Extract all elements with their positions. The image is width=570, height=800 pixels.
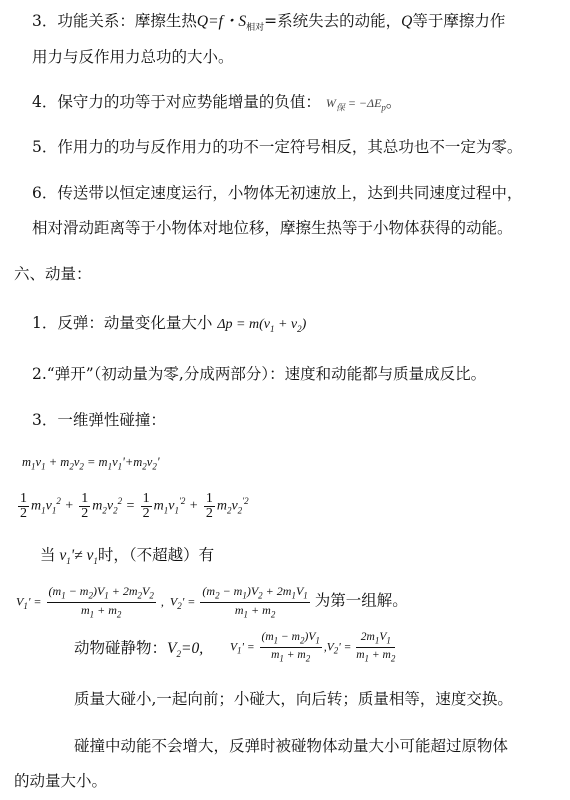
- equation-first-solution: $V_1'$ = $\frac{(m_1 - m_2)V_1 + 2m_2V_2}{m_1 + m_2}$ , $V_2'$ = $\frac{(m_2 - m_1)V_2 + 2m_1V_1}{m_1 + m_2}$ 为第一组解。: [16, 584, 408, 620]
- text-segment: 等于摩擦力作: [412, 12, 506, 30]
- text-line-4: 5．作用力的功与反作用力的功不一定符号相反，其总功也不一定为零。: [32, 138, 523, 156]
- equation-second-solution: $V_1'$ = $\frac{(m_1 - m_2)V_1}{m_1 + m_2}$ $,V_2'$ = $\frac{2m_1V_1}{m_1 + m_2}$: [230, 631, 396, 664]
- formula-condition: $v_1'\ne v_1$: [55, 547, 98, 567]
- text-segment: =系统失去的动能，: [264, 12, 402, 30]
- text-segment: 1．反弹：动量变化量大小: [32, 314, 213, 332]
- text-line-separation: 2.“弹开”（初动量为零,分成两部分）：速度和动能都与质量成反比。: [32, 365, 487, 383]
- text-line-6: 相对滑动距离等于小物体对地位移，摩擦生热等于小物体获得的动能。: [32, 219, 513, 237]
- subscript-relative: 相对: [246, 23, 265, 34]
- text-segment: 时，（不超越）有: [97, 546, 215, 564]
- symbol-q: Q: [401, 13, 413, 30]
- formula-momentum-change: $\Delta p = m(v_1 + v_2)$: [217, 317, 307, 334]
- text-line-kinetic-energy: 碰撞中动能不会增大，反弹时被碰物体动量大小可能超过原物体: [74, 737, 509, 755]
- text-segment: 4．保守力的功等于对应势能增量的负值：: [32, 93, 321, 111]
- equation-momentum-conservation: $m_1v_1 + m_2v_2 = m_1v_1'+m_2v_2'$: [22, 455, 160, 472]
- text-segment: 。: [385, 93, 402, 111]
- text-line-5: 6．传送带以恒定速度运行，小物体无初速放上，达到共同速度过程中，: [32, 184, 523, 202]
- equation-energy-conservation: $\frac{1}{2}$ $m_1v_1^2$ + $\frac{1}{2}$ $m_2v_2^2$ = $\frac{1}{2}$ $m_1v_1^{'2}$ + $\frac{1}{2}$ $m_2v_2^{'2}$: [20, 491, 249, 521]
- text-line-momentum-size: 的动量大小。: [14, 772, 108, 790]
- section-heading-momentum: 六、动量：: [14, 265, 92, 283]
- text-line-1: [32, 10, 505, 39]
- text-line-moving-stationary: [74, 637, 203, 665]
- text-line-3: [32, 91, 401, 118]
- text-segment: 动物碰静物：: [74, 639, 168, 657]
- text-line-elastic: 3．一维弹性碰撞：: [32, 411, 166, 429]
- formula-conservative-work: $W_保 = -\Delta E_p$: [325, 96, 386, 113]
- formula-q-fs: Q=f・S: [196, 13, 247, 30]
- text-line-condition: [40, 544, 214, 572]
- formula-v2-zero: $V_2=0$,: [167, 640, 204, 660]
- text-line-rebound: [32, 312, 306, 340]
- text-segment: 3．功能关系：摩擦生热: [32, 12, 197, 30]
- text-line-mass-rules: 质量大碰小,一起向前；小碰大，向后转；质量相等，速度交换。: [74, 690, 513, 708]
- text-segment: 为第一组解。: [314, 591, 408, 610]
- text-line-2: 用力与反作用力总功的大小。: [32, 48, 234, 66]
- text-segment: 当: [40, 546, 56, 564]
